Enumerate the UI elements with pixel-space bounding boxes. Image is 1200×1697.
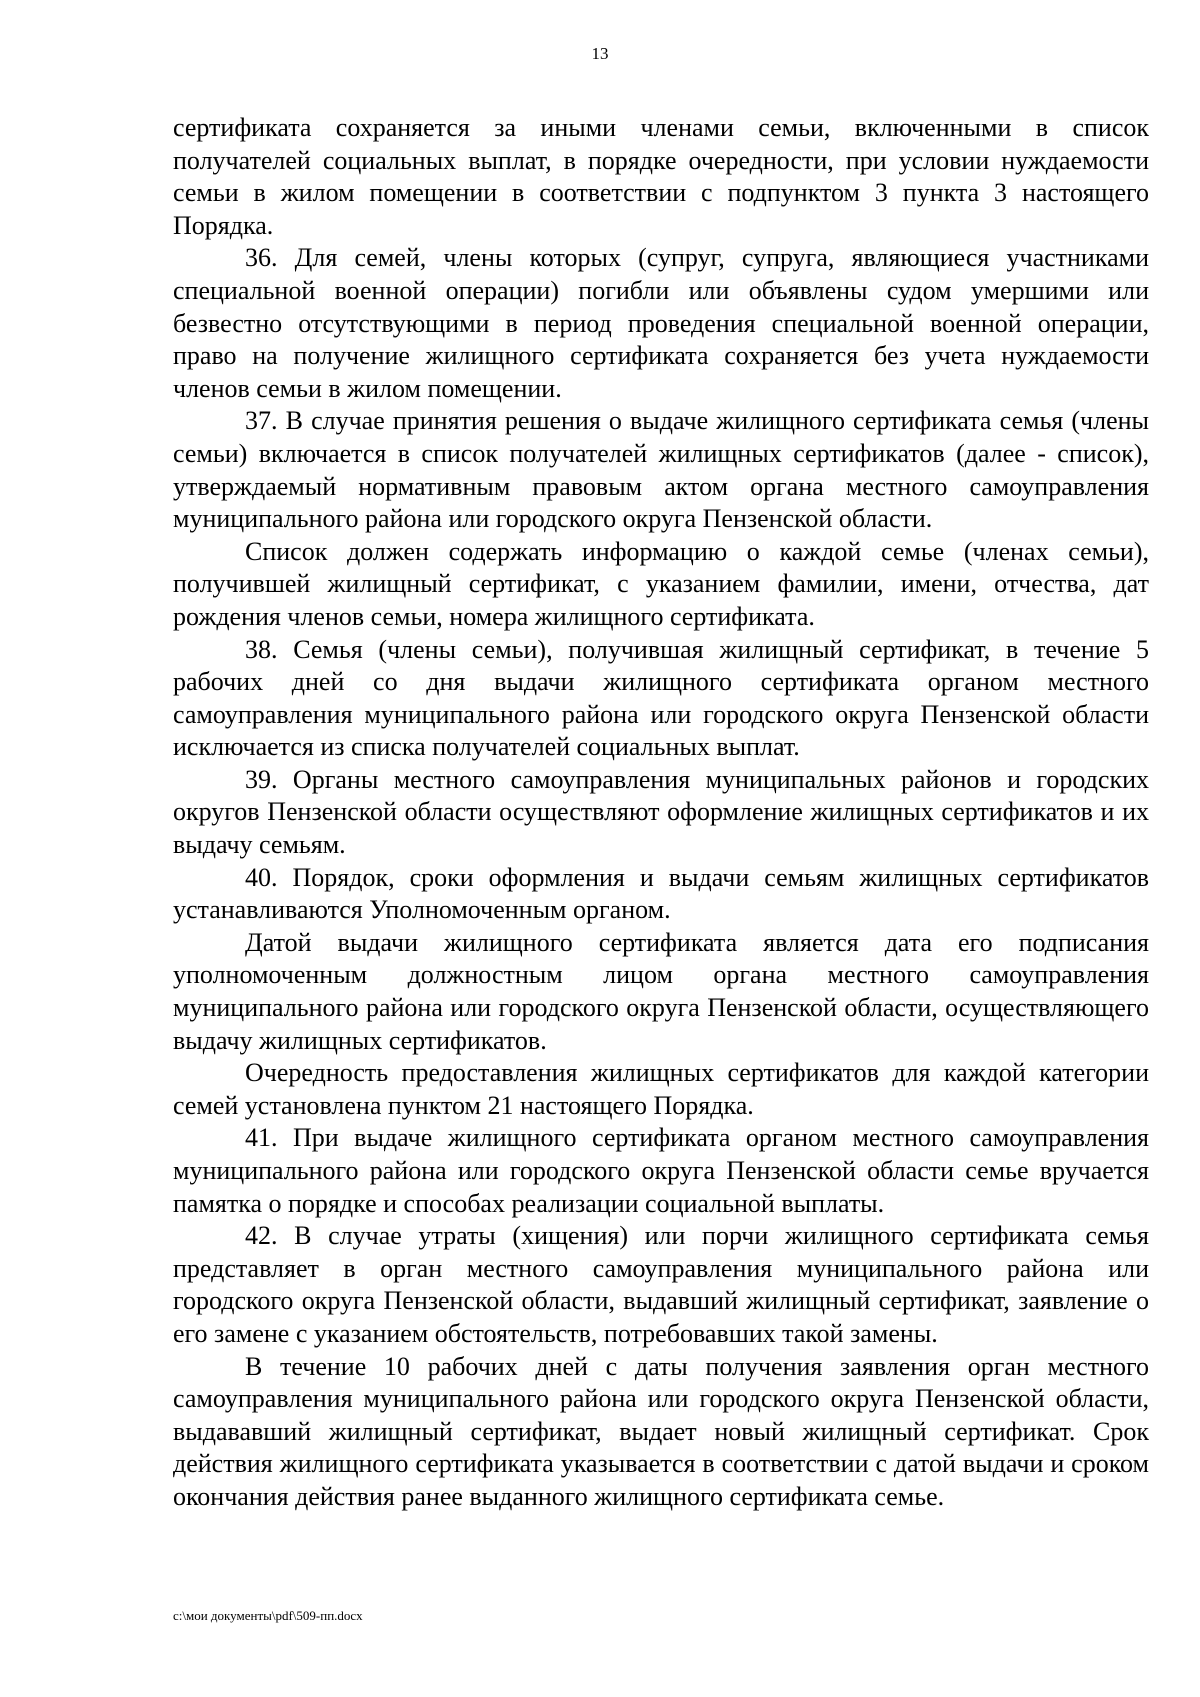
paragraph-continuation: сертификата сохраняется за иными членами семьи, включенными в список получателей социальных выплат, в порядке очередности, при условии нуждаемости семьи в жилом помещении в соответствии с подпунктом 3 пункта 3 настоящего Порядка.: [173, 113, 1149, 240]
paragraph-40: 40. Порядок, сроки оформления и выдачи семьям жилищных сертификатов устанавливаются Уполномоченным органом.: [173, 862, 1149, 925]
paragraph-41: 41. При выдаче жилищного сертификата органом местного самоуправления муниципального района или городского округа Пензенской области семье вручается памятка о порядке и способах реализации социальной выплаты.: [173, 1123, 1149, 1218]
document-body: [173, 112, 1149, 1514]
paragraph-42: 42. В случае утраты (хищения) или порчи жилищного сертификата семья представляет в орган местного самоуправления муниципального района или городского округа Пензенской области, выдавший жилищный сертификат, заявление о его замене с указанием обстоятельств, потребовавших такой замены.: [173, 1221, 1149, 1348]
paragraph-37: 37. В случае принятия решения о выдаче жилищного сертификата семья (члены семьи) включается в список получателей жилищных сертификатов (далее - список), утверждаемый нормативным правовым актом органа местного самоуправления муниципального района или городского округа Пензенской области.: [173, 406, 1149, 534]
paragraph-38: 38. Семья (члены семьи), получившая жилищный сертификат, в течение 5 рабочих дней со дня выдачи жилищного сертификата органом местного самоуправления муниципального района или городского округа Пензенской области исключается из списка получателей социальных выплат.: [173, 634, 1149, 762]
paragraph-list-content: Список должен содержать информацию о каждой семье (членах семьи), получившей жилищный сертификат, с указанием фамилии, имени, отчества, дат рождения членов семьи, номера жилищного сертификата.: [173, 536, 1149, 631]
paragraph-issue-date: Датой выдачи жилищного сертификата является дата его подписания уполномоченным должностным лицом органа местного самоуправления муниципального района или городского округа Пензенской области, осуществляющего выдачу жилищных сертификатов.: [173, 927, 1149, 1055]
paragraph-36: 36. Для семей, члены которых (супруг, супруга, являющиеся участниками специальной военной операции) погибли или объявлены судом умершими или безвестно отсутствующими в период проведения специальной военной операции, право на получение жилищного сертификата сохраняется без учета нуждаемости членов семьи в жилом помещении.: [173, 243, 1149, 403]
page-number: 13: [591, 44, 609, 63]
paragraph-39: 39. Органы местного самоуправления муниципальных районов и городских округов Пензенской области осуществляют оформление жилищных сертификатов и их выдачу семьям.: [173, 764, 1149, 860]
paragraph-replacement: В течение 10 рабочих дней с даты получения заявления орган местного самоуправления муниципального района или городского округа Пензенской области, выдававший жилищный сертификат, выдает новый жилищный сертификат. Срок действия жилищного сертификата указывается в соответствии с датой выдачи и сроком окончания действия ранее выданного жилищного сертификата семье.: [173, 1351, 1149, 1511]
paragraph-priority: Очередность предоставления жилищных сертификатов для каждой категории семей установлена пунктом 21 настоящего Порядка.: [173, 1058, 1149, 1120]
footer-file-path: c:\мои документы\pdf\509-пп.docx: [173, 1608, 363, 1623]
